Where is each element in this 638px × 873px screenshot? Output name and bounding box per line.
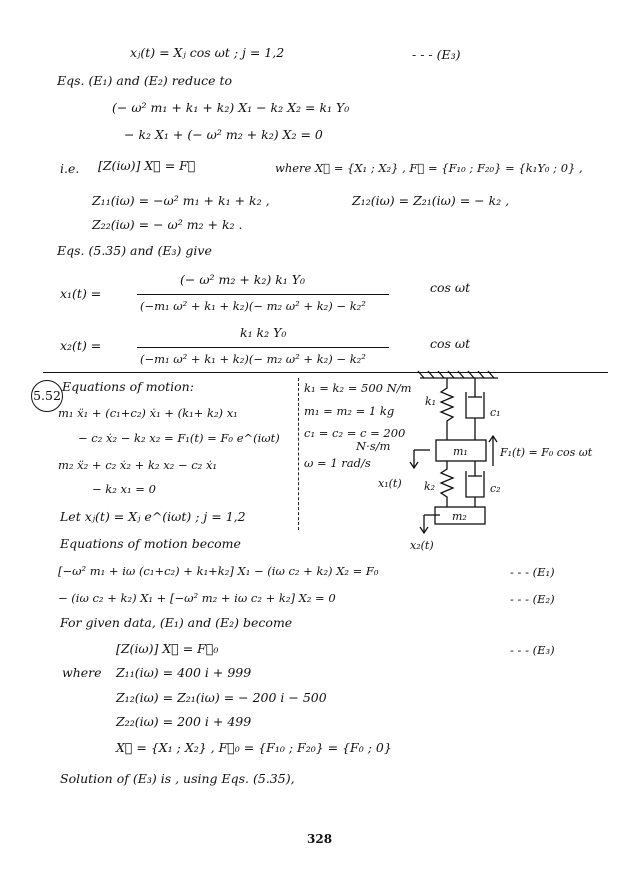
eqm-line-3: m₂ ẍ₂ + c₂ ẋ₂ + k₂ x₂ − c₂ ẋ₁ (58, 458, 218, 472)
x2-numerator: k₁ k₂ Y₀ (240, 325, 287, 340)
bottom-e2: − (iω c₂ + k₂) X₁ + [−ω² m₂ + iω c₂ + k₂] X₂ = 0 (58, 591, 336, 605)
given-data-text: For given data, (E₁) and (E₂) become (60, 615, 293, 630)
data-k: k₁ = k₂ = 500 N/m (304, 381, 412, 395)
eqm-line-1: m₁ ẍ₁ + (c₁+c₂) ẋ₁ + (k₁+ k₂) x₁ (58, 406, 238, 420)
data-c-unit: N·s/m (356, 439, 391, 453)
z12-value: Z₁₂(iω) = Z₂₁(iω) = − 200 i − 500 (116, 690, 327, 705)
data-omega: ω = 1 rad/s (304, 456, 371, 470)
bottom-e3-tag: - - - (E₃) (510, 643, 555, 657)
label-k1: k₁ (425, 395, 437, 408)
bottom-e3: [Z(iω)] X⃗ = F⃗₀ (116, 641, 219, 656)
x1-lhs: x₁(t) = (60, 286, 102, 301)
vector-values: X⃗ = {X₁ ; X₂} , F⃗₀ = {F₁₀ ; F₂₀} = {F₀ ; 0} (116, 740, 392, 755)
ie-label: i.e. (60, 161, 80, 176)
bottom-e1: [−ω² m₁ + iω (c₁+c₂) + k₁+k₂] X₁ − (iω c₂ + k₂) X₂ = F₀ (58, 564, 379, 578)
matrix-eq: [Z(iω)] X⃗ = F⃗ (98, 158, 196, 173)
z22-def: Z₂₂(iω) = − ω² m₂ + k₂ . (92, 217, 243, 232)
eq-line-1: (− ω² m₁ + k₁ + k₂) X₁ − k₂ X₂ = k₁ Y₀ (112, 100, 350, 115)
data-c: c₁ = c₂ = c = 200 (304, 426, 406, 440)
label-c1: c₁ (490, 406, 501, 419)
label-c2: c₂ (490, 482, 501, 495)
bottom-e1-tag: - - - (E₁) (510, 565, 555, 579)
z12-def: Z₁₂(iω) = Z₂₁(iω) = − k₂ , (352, 193, 510, 208)
give-text: Eqs. (5.35) and (E₃) give (57, 243, 212, 258)
x1-cos: cos ωt (430, 280, 471, 295)
section-divider (43, 372, 608, 373)
label-x1: x₁(t) (378, 477, 402, 490)
solution-text: Solution of (E₃) is , using Eqs. (5.35), (60, 771, 295, 786)
problem-number: 5.52 (31, 380, 63, 412)
x2-fraction-bar (137, 347, 389, 348)
x2-cos: cos ωt (430, 336, 471, 351)
eqm-line-2: − c₂ ẋ₂ − k₂ x₂ = F₁(t) = F₀ e^(iωt) (78, 431, 280, 445)
label-m2: m₂ (452, 510, 467, 523)
column-divider (298, 378, 299, 530)
x1-numerator: (− ω² m₂ + k₂) k₁ Y₀ (180, 272, 306, 287)
where-text: where (62, 665, 102, 680)
let-line: Let xⱼ(t) = Xⱼ e^(iωt) ; j = 1,2 (60, 509, 246, 524)
eqm-title: Equations of motion: (62, 379, 194, 394)
z11-value: Z₁₁(iω) = 400 i + 999 (116, 665, 252, 680)
become-text: Equations of motion become (60, 536, 241, 551)
vector-defs: where X⃗ = {X₁ ; X₂} , F⃗ = {F₁₀ ; F₂₀} = {k₁Y₀ ; 0} , (275, 161, 583, 175)
label-k2: k₂ (424, 480, 436, 493)
page-number: 328 (307, 832, 333, 846)
data-m: m₁ = m₂ = 1 kg (304, 404, 395, 418)
label-m1: m₁ (453, 445, 468, 458)
label-x2: x₂(t) (410, 539, 434, 552)
x2-lhs: x₂(t) = (60, 338, 102, 353)
x1-fraction-bar (137, 294, 389, 295)
x2-denominator: (−m₁ ω² + k₁ + k₂)(− m₂ ω² + k₂) − k₂² (140, 352, 366, 366)
eqm-line-4: − k₂ x₁ = 0 (92, 482, 156, 496)
eq-e3-line: xⱼ(t) = Xⱼ cos ωt ; j = 1,2 (130, 45, 285, 60)
x1-denominator: (−m₁ ω² + k₁ + k₂)(− m₂ ω² + k₂) − k₂² (140, 299, 366, 313)
bottom-e2-tag: - - - (E₂) (510, 592, 555, 606)
z22-value: Z₂₂(iω) = 200 i + 499 (116, 714, 252, 729)
z11-def: Z₁₁(iω) = −ω² m₁ + k₁ + k₂ , (92, 193, 270, 208)
eq-e3-tag: - - - (E₃) (412, 47, 461, 62)
reduce-text: Eqs. (E₁) and (E₂) reduce to (57, 73, 233, 88)
label-force: F₁(t) = F₀ cos ωt (500, 446, 593, 459)
eq-line-2: − k₂ X₁ + (− ω² m₂ + k₂) X₂ = 0 (124, 127, 323, 142)
